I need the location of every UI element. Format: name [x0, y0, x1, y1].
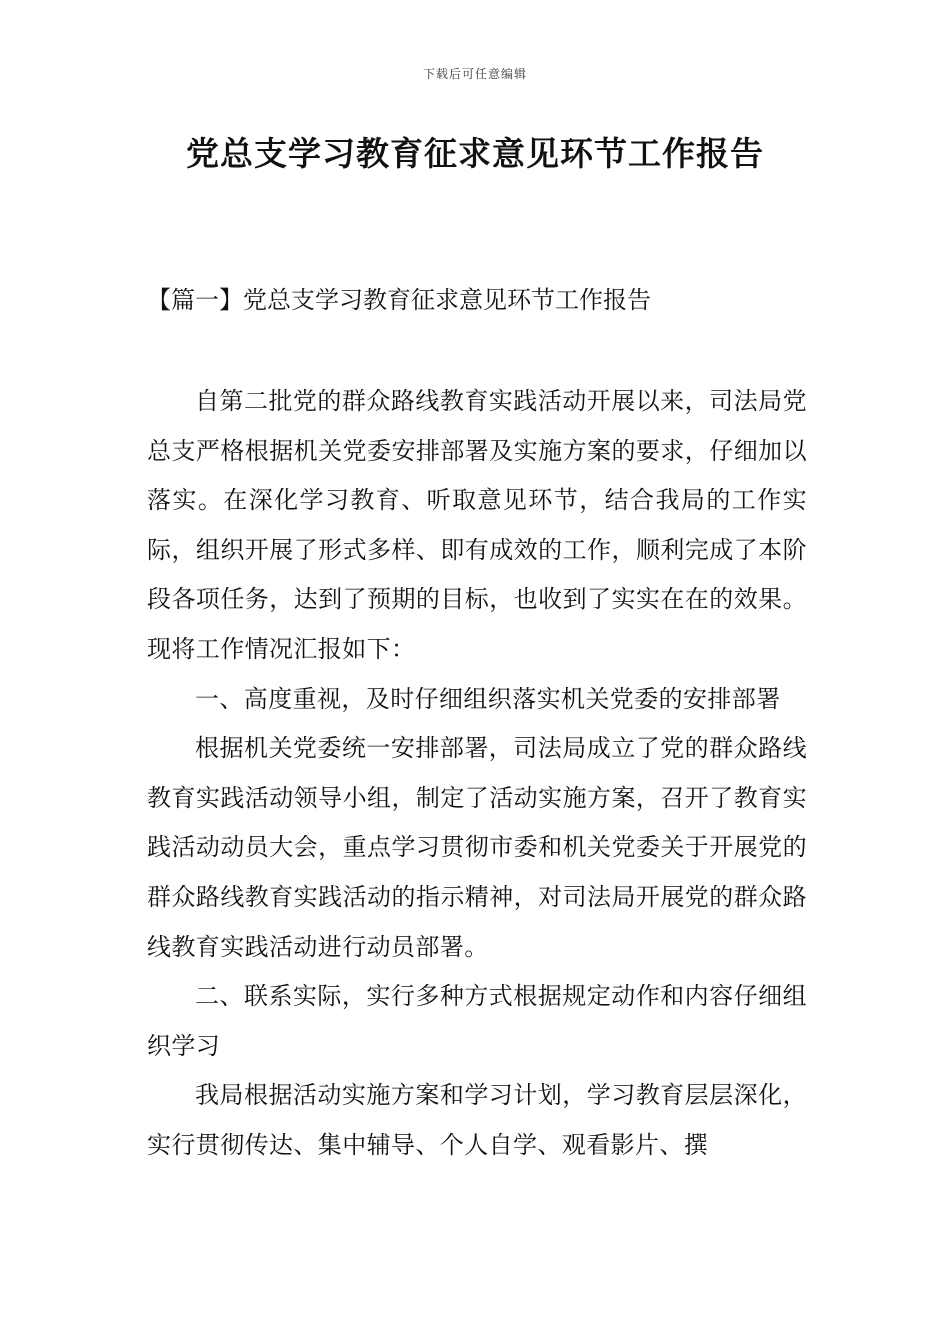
header-note: 下载后可任意编辑: [422, 67, 527, 81]
paragraph-intro: 自第二批党的群众路线教育实践活动开展以来，司法局党总支严格根据机关党委安排部署及实施方案的要求，仔细加以落实。在深化学习教育、听取意见环节，结合我局的工作实际，组织开展了形式多样、即有成效的工作，顺利完成了本阶段各项任务，达到了预期的目标，也收到了实实在在的效果。现将工作情况汇报如下：: [147, 387, 807, 663]
document-body: [147, 377, 807, 1171]
paragraph-study-plan: 我局根据活动实施方案和学习计划，学习教育层层深化，实行贯彻传达、集中辅导、个人自学、观看影片、撰: [147, 1081, 807, 1159]
paragraph-heading-two: 二、联系实际，实行多种方式根据规定动作和内容仔细组织学习: [147, 982, 807, 1060]
paragraph-organization: 根据机关党委统一安排部署，司法局成立了党的群众路线教育实践活动领导小组，制定了活动实施方案，召开了教育实践活动动员大会，重点学习贯彻市委和机关党委关于开展党的群众路线教育实践活动的指示精神，对司法局开展党的群众路线教育实践活动进行动员部署。: [147, 734, 807, 961]
paragraph-heading-one: 一、高度重视，及时仔细组织落实机关党委的安排部署: [195, 684, 781, 713]
section-heading: 【篇一】党总支学习教育征求意见环节工作报告: [147, 286, 651, 314]
document-title: 党总支学习教育征求意见环节工作报告: [186, 134, 764, 173]
